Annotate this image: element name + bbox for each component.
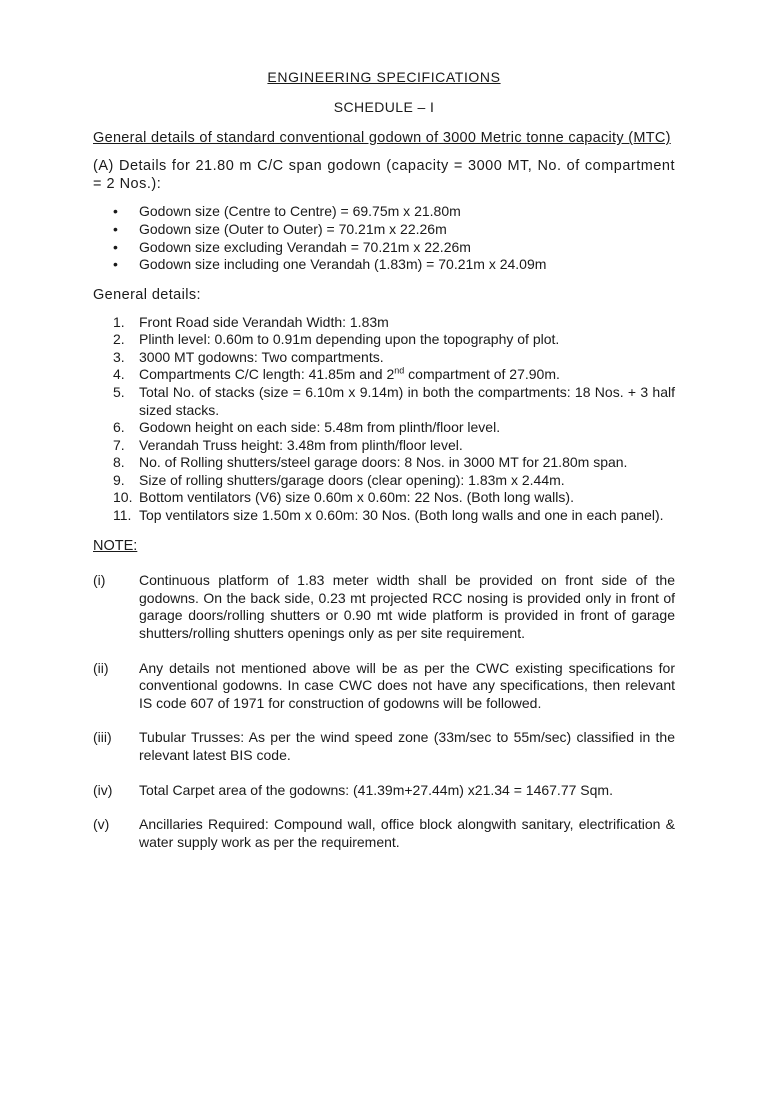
list-item: 10. Bottom ventilators (V6) size 0.60m x 0.60m: 22 Nos. (Both long walls). — [113, 489, 574, 506]
details-a-paragraph: (A) Details for 21.80 m C/C span godown (capacity = 3000 MT, No. of compartment = 2 Nos.): — [93, 158, 675, 193]
bullet-icon: • — [113, 220, 118, 237]
note-item: (ii) Any details not mentioned above will be as per the CWC existing specifications for conventional godowns. In case CWC does not have any specifications, then relevant IS code 607 of 1971 for construction of godowns will be followed. — [93, 659, 675, 711]
note-item: (v) Ancillaries Required: Compound wall, office block alongwith sanitary, electrification & water supply work as per the requirement. — [93, 816, 675, 850]
list-item: • Godown size including one Verandah (1.83m) = 70.21m x 24.09m — [113, 256, 547, 273]
schedule-heading: SCHEDULE – I — [333, 98, 435, 115]
list-item: • Godown size (Centre to Centre) = 69.75m x 21.80m — [113, 203, 461, 220]
general-details-list — [93, 314, 675, 525]
bullet-icon: • — [113, 203, 118, 220]
note-item: (iii) Tubular Trusses: As per the wind speed zone (33m/sec to 55m/sec) classified in the relevant latest BIS code. — [93, 729, 675, 763]
bullet-icon: • — [113, 256, 118, 273]
list-item: 4. Compartments C/C length: 41.85m and 2nd compartment of 27.90m. — [113, 365, 560, 383]
list-item: 5. Total No. of stacks (size = 6.10m x 9.14m) in both the compartments: 18 Nos. + 3 half sized stacks. — [113, 383, 675, 418]
list-item: 9. Size of rolling shutters/garage doors (clear opening): 1.83m x 2.44m. — [113, 471, 565, 488]
note-heading: NOTE: — [93, 537, 138, 554]
document-page — [0, 69, 768, 1093]
list-item: 11. Top ventilators size 1.50m x 0.60m: 30 Nos. (Both long walls and one in each panel). — [113, 507, 664, 524]
general-details-subheading: General details: — [93, 286, 201, 303]
list-item: 7. Verandah Truss height: 3.48m from plinth/floor level. — [113, 436, 463, 453]
list-item: 3. 3000 MT godowns: Two compartments. — [113, 348, 384, 365]
document-title: ENGINEERING SPECIFICATIONS — [267, 69, 501, 85]
list-item: • Godown size excluding Verandah = 70.21m x 22.26m — [113, 238, 471, 255]
list-item: 6. Godown height on each side: 5.48m from plinth/floor level. — [113, 419, 501, 436]
general-details-heading: General details of standard conventional godown of 3000 Metric tonne capacity (MTC) — [93, 130, 671, 147]
note-item: (iv) Total Carpet area of the godowns: (41.39m+27.44m) x21.34 = 1467.77 Sqm. — [93, 781, 613, 798]
list-item: 2. Plinth level: 0.60m to 0.91m depending upon the topography of plot. — [113, 331, 560, 348]
list-item: • Godown size (Outer to Outer) = 70.21m x 22.26m — [113, 220, 447, 237]
list-item: 8. No. of Rolling shutters/steel garage doors: 8 Nos. in 3000 MT for 21.80m span. — [113, 454, 628, 471]
list-item: 1. Front Road side Verandah Width: 1.83m — [113, 313, 389, 330]
note-item: (i) Continuous platform of 1.83 meter width shall be provided on front side of the godowns. On the back side, 0.23 mt projected RCC nosing is provided only in front of garage doors/rolling shutters or 0.90 mt wide platform is provided in front of garage shutters/rolling shutters openings only as per site requirement. — [93, 572, 675, 642]
bullet-icon: • — [113, 238, 118, 255]
godown-size-list — [93, 203, 675, 274]
